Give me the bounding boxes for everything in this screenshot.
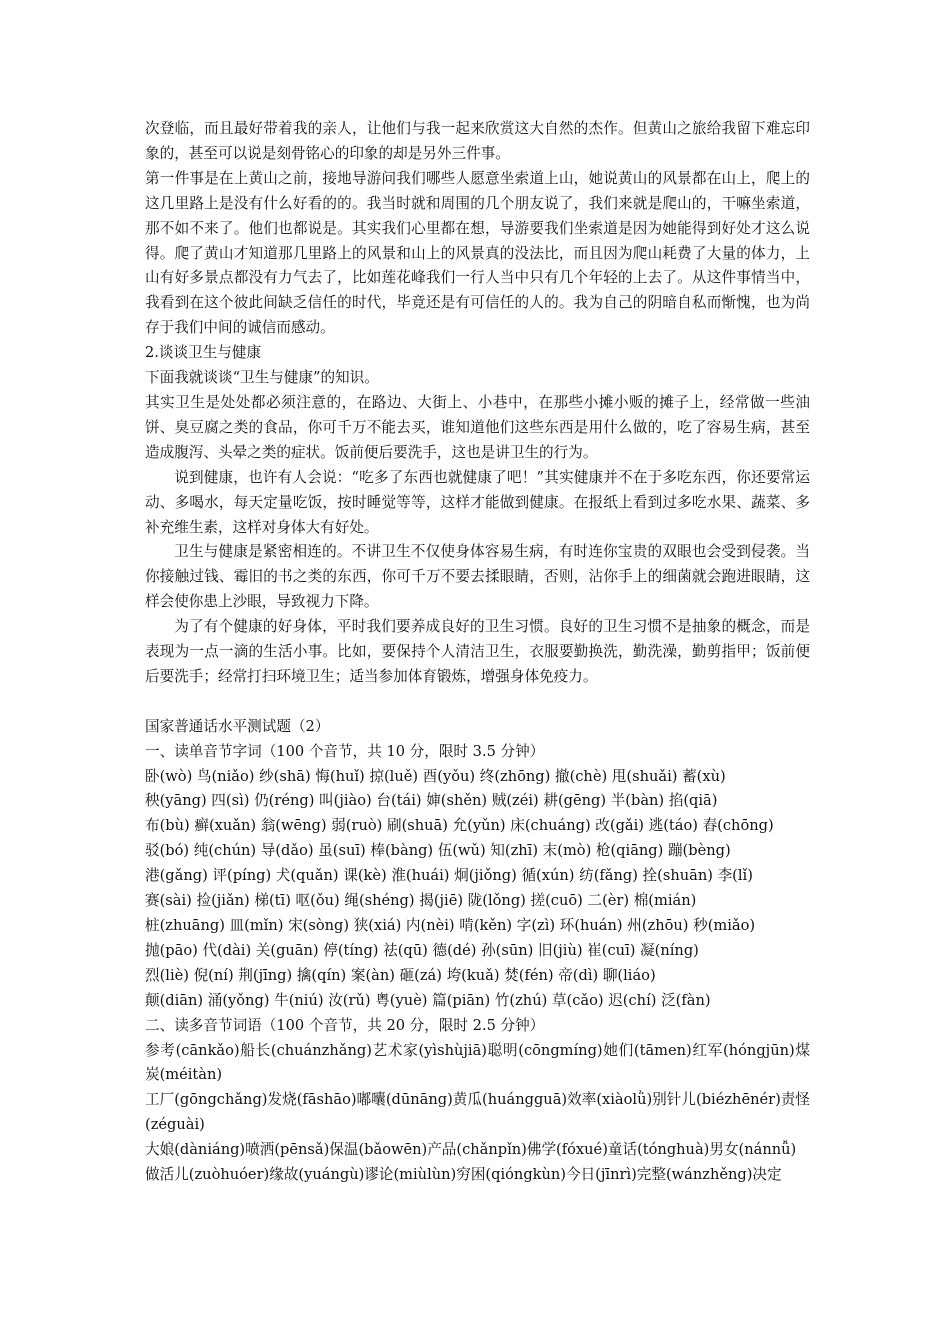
essay2-title: 2.谈谈卫生与健康: [145, 344, 262, 362]
essay2-paragraph-1: 下面我就谈谈“卫生与健康”的知识。: [145, 369, 379, 387]
essay2-paragraph-5: 为了有个健康的好身体，平时我们要养成良好的卫生习惯。良好的卫生习惯不是抽象的概念，而是表现为一点一滴的生活小事。比如，要保持个人清洁卫生，衣服要勤换洗，勤洗澡，勤剪指甲；饭前便后要洗手；经常打扫环境卫生；适当参加体育锻炼，增强身体免疫力。: [145, 618, 810, 685]
word-row: 秧(yāng) 四(sì) 仍(réng) 叫(jiào) 台(tái) 婶(shěn) 贼(zéi) 耕(gēng) 半(bàn) 掐(qiā): [145, 792, 718, 810]
essay2-paragraph-2: 其实卫生是处处都必须注意的，在路边、大街上、小巷中，在那些小摊小贩的摊子上，经常做一些油饼、臭豆腐之类的食品，你可千万不能去买，谁知道他们这些东西是用什么做的，吃了容易生病，甚至造成腹泻、头晕之类的症状。饭前便后要洗手，这也是讲卫生的行为。: [145, 393, 810, 461]
section2-heading: 二、读多音节词语（100 个音节，共 20 分，限时 2.5 分钟）: [145, 1016, 545, 1034]
section2-word-list: [145, 1039, 810, 1188]
word-line: 做活儿(zuòhuóer)缘故(yuángù)谬论(miùlùn)穷困(qióngkùn)今日(jīnrì)完整(wánzhěng)决定: [145, 1166, 782, 1184]
section-spacer: [145, 690, 810, 715]
word-line: 大娘(dàniáng)喷洒(pēnsǎ)保温(bǎowēn)产品(chǎnpǐn)佛学(fóxué)童话(tónghuà)男女(nánnǚ): [145, 1141, 797, 1159]
word-row: 驳(bó) 纯(chún) 导(dǎo) 虽(suī) 棒(bàng) 伍(wǔ) 知(zhī) 末(mò) 枪(qiāng) 蹦(bèng): [145, 842, 731, 860]
word-row: 抛(pāo) 代(dài) 关(guān) 停(tíng) 祛(qū) 德(dé) 孙(sūn) 旧(jiù) 崔(cuī) 凝(níng): [145, 941, 699, 959]
essay2-paragraph-3: 说到健康，也许有人会说：“吃多了东西也就健康了吧！”其实健康并不在于多吃东西，你还要常运动、多喝水，每天定量吃饭，按时睡觉等等，这样才能做到健康。在报纸上看到过多吃水果、蔬菜、多补充维生素，这样对身体大有好处。: [145, 468, 810, 536]
word-line: 工厂(gōngchǎng)发烧(fāshāo)嘟囔(dūnāng)黄瓜(huángguā)效率(xiàolǜ)别针儿(biézhēnér)责怪(zéguài): [145, 1091, 810, 1134]
section1-word-list: [145, 765, 810, 1014]
word-row: 港(gǎng) 评(píng) 犬(quǎn) 课(kè) 淮(huái) 炯(jiǒng) 循(xún) 纺(fǎng) 拴(shuān) 李(lǐ): [145, 867, 753, 885]
essay1-paragraph-1: 次登临，而且最好带着我的亲人，让他们与我一起来欣赏这大自然的杰作。但黄山之旅给我留下难忘印象的，甚至可以说是刻骨铭心的印象的却是另外三件事。: [145, 120, 810, 162]
word-row: 烈(liè) 倪(ní) 荆(jīng) 擒(qín) 案(àn) 砸(zá) 垮(kuǎ) 焚(fén) 帝(dì) 聊(liáo): [145, 966, 656, 984]
document-page: [145, 117, 810, 1188]
word-row: 布(bù) 癣(xuǎn) 翁(wēng) 弱(ruò) 刷(shuā) 允(yǔn) 床(chuáng) 改(gǎi) 逃(táo) 舂(chōng): [145, 817, 774, 835]
word-row: 颠(diān) 涌(yǒng) 牛(niú) 汝(rǔ) 粤(yuè) 篇(piān) 竹(zhú) 草(cǎo) 迟(chí) 泛(fàn): [145, 991, 711, 1009]
section1-heading: 一、读单音节字词（100 个音节，共 10 分，限时 3.5 分钟）: [145, 742, 545, 760]
word-line: 参考(cānkǎo)船长(chuánzhǎng)艺术家(yìshùjiā)聪明(cōngmíng)她们(tāmen)红军(hóngjūn)煤炭(méitàn): [145, 1041, 810, 1084]
essay2-paragraph-4: 卫生与健康是紧密相连的。不讲卫生不仅使身体容易生病，有时连你宝贵的双眼也会受到侵袭。当你接触过钱、霉旧的书之类的东西，你可千万不要去揉眼睛，否则，沾你手上的细菌就会跑进眼睛，这样会使你患上沙眼，导致视力下降。: [145, 543, 810, 611]
test-title: 国家普通话水平测试题（2）: [145, 717, 330, 735]
word-row: 卧(wò) 鸟(niǎo) 纱(shā) 悔(huǐ) 掠(luě) 酉(yǒu) 终(zhōng) 撤(chè) 甩(shuǎi) 蓄(xù): [145, 767, 726, 785]
essay1-paragraph-2: 第一件事是在上黄山之前，接地导游问我们哪些人愿意坐索道上山，她说黄山的风景都在山上，爬上的这几里路上是没有什么好看的的。我当时就和周围的几个朋友说了，我们来就是爬山的，干嘛坐索道，那不如不来了。他们也都说是。其实我们心里都在想，导游要我们坐索道是因为她能得到好处才这么说得。爬了黄山才知道那几里路上的风景和山上的风景真的没法比，而且因为爬山耗费了大量的体力，上山有好多景点都没有力气去了，比如莲花峰我们一行人当中只有几个年轻的上去了。从这件事情当中，我看到在这个彼此间缺乏信任的时代，毕竟还是有可信任的人的。我为自己的阴暗自私而惭愧，也为尚存于我们中间的诚信而感动。: [145, 169, 810, 337]
word-row: 桩(zhuāng) 皿(mǐn) 宋(sòng) 狭(xiá) 内(nèi) 啃(kěn) 字(zì) 环(huán) 州(zhōu) 秒(miǎo): [145, 916, 756, 934]
word-row: 赛(sài) 捡(jiǎn) 梯(tī) 呕(ǒu) 绳(shéng) 揭(jiē) 陇(lǒng) 搓(cuō) 二(èr) 棉(mián): [145, 892, 697, 910]
